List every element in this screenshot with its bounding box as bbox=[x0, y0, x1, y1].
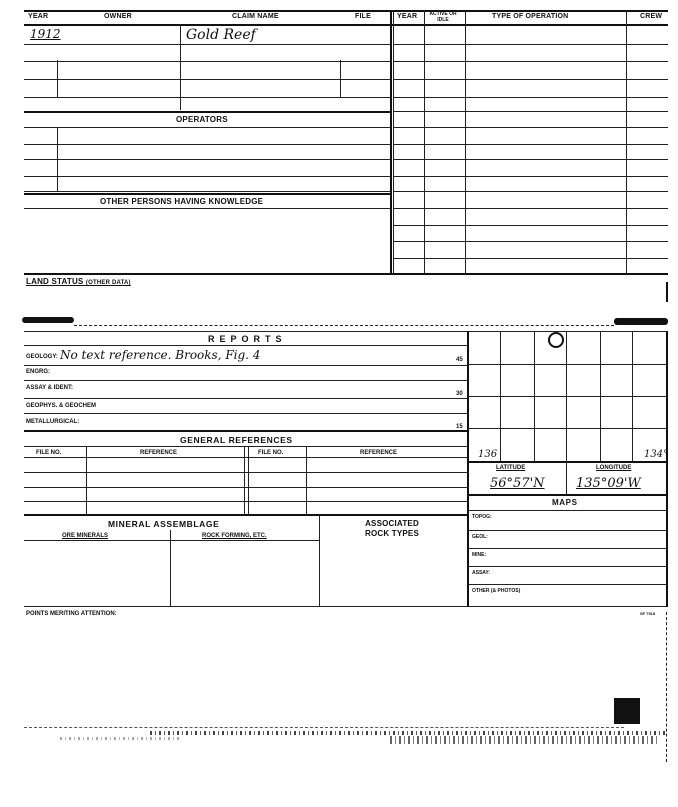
geology-label: GEOLOGY: bbox=[26, 354, 58, 360]
operators-title: OPERATORS bbox=[176, 115, 228, 124]
mark-30: 30 bbox=[456, 391, 463, 397]
reports-title: REPORTS bbox=[208, 334, 287, 344]
col-crew-header: CREW bbox=[640, 13, 663, 20]
points-label: POINTS MERITING ATTENTION: bbox=[26, 611, 117, 617]
ref-file-no-1: FILE NO. bbox=[36, 450, 62, 456]
col-file-header: FILE bbox=[355, 13, 371, 20]
mark-15: 15 bbox=[456, 424, 463, 430]
persons-title: OTHER PERSONS HAVING KNOWLEDGE bbox=[100, 197, 264, 206]
geophys-label: GEOPHYS. & GEOCHEM bbox=[26, 403, 97, 409]
col-type-operation-header: TYPE OF OPERATION bbox=[492, 13, 569, 20]
ore-minerals-label: ORE MINERALS bbox=[62, 533, 109, 539]
col-claim-name-header: CLAIM NAME bbox=[232, 13, 279, 20]
col-owner-header: OWNER bbox=[104, 13, 132, 20]
ref-reference-2: REFERENCE bbox=[360, 450, 398, 456]
location-marker-icon bbox=[548, 332, 564, 348]
col-year-header: YEAR bbox=[28, 13, 49, 20]
maps-mine: MINE: bbox=[472, 552, 487, 558]
maps-geol: GEOL: bbox=[472, 534, 488, 540]
longitude-value: 135°09'W bbox=[576, 476, 641, 491]
general-references-title: GENERAL REFERENCES bbox=[180, 435, 293, 445]
engrg-label: ENGRG: bbox=[26, 369, 50, 375]
assay-ident-label: ASSAY & IDENT: bbox=[26, 385, 74, 391]
form-number: SF 7918 bbox=[640, 611, 656, 616]
longitude-right: 134° bbox=[644, 449, 669, 460]
corner-block bbox=[614, 698, 640, 724]
scan-noise-band bbox=[150, 731, 665, 735]
maps-assay: ASSAY: bbox=[472, 570, 491, 576]
geology-value: No text reference. Brooks, Fig. 4 bbox=[60, 348, 261, 362]
associated-rock-types-label: ASSOCIATED ROCK TYPES bbox=[364, 519, 419, 538]
maps-other: OTHER (& PHOTOS) bbox=[472, 588, 521, 594]
maps-title: MAPS bbox=[552, 498, 578, 507]
claim-year-value: 1912 bbox=[30, 27, 61, 41]
rock-forming-label: ROCK FORMING, ETC. bbox=[202, 533, 267, 539]
mineral-assemblage-title: MINERAL ASSEMBLAGE bbox=[108, 519, 220, 529]
latitude-label: LATITUDE bbox=[496, 465, 526, 471]
ref-file-no-2: FILE NO. bbox=[258, 450, 284, 456]
claim-name-value: Gold Reef bbox=[186, 27, 256, 43]
land-status-label: LAND STATUS (OTHER DATA) bbox=[26, 277, 131, 286]
mark-45: 45 bbox=[456, 357, 463, 363]
longitude-label: LONGITUDE bbox=[596, 465, 632, 471]
ref-reference-1: REFERENCE bbox=[140, 450, 178, 456]
metallurgical-label: METALLURGICAL: bbox=[26, 419, 80, 425]
latitude-value: 56°57'N bbox=[490, 476, 545, 491]
col-op-year-header: YEAR bbox=[397, 13, 418, 20]
maps-topog: TOPOG: bbox=[472, 514, 492, 520]
longitude-left: 136 bbox=[478, 449, 498, 460]
col-active-idle-header: ACTIVE OR IDLE bbox=[429, 11, 457, 23]
